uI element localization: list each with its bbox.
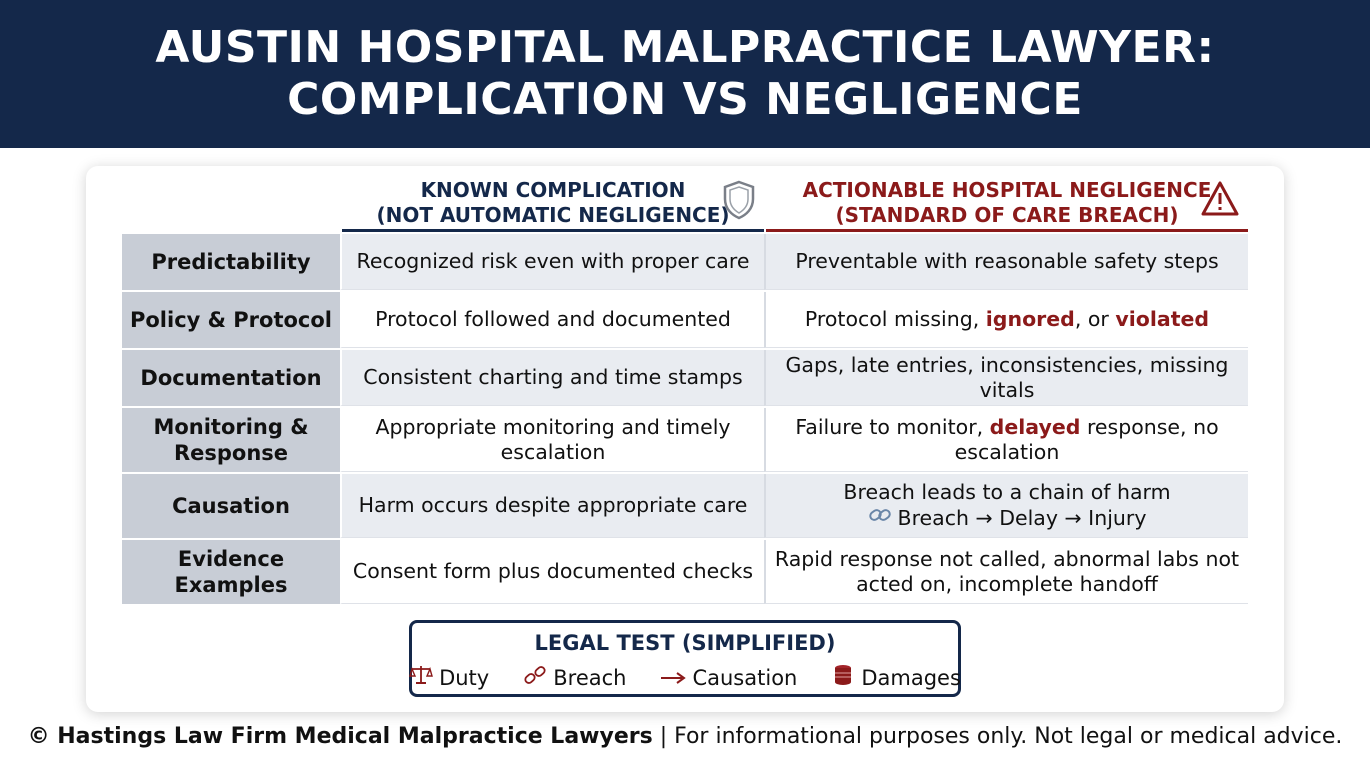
page-title-line-2: COMPLICATION VS NEGLIGENCE — [287, 74, 1083, 125]
footer — [0, 724, 1370, 749]
row-label: Policy & Protocol — [122, 292, 340, 348]
table-row — [122, 474, 1248, 538]
table-row — [122, 234, 1248, 290]
footer-brand: © Hastings Law Firm Medical Malpractice Lawyers — [27, 724, 653, 749]
legal-item-label: Causation — [692, 665, 798, 690]
legal-item-label: Duty — [439, 665, 490, 690]
highlight-violated: violated — [1115, 307, 1210, 331]
known-cell: Recognized risk even with proper care — [340, 234, 764, 290]
row-label: Documentation — [122, 350, 340, 406]
negligence-cell — [764, 474, 1248, 538]
known-cell: Protocol followed and documented — [340, 292, 764, 348]
shield-icon — [722, 180, 756, 226]
known-cell — [340, 408, 764, 472]
table-row — [122, 292, 1248, 348]
highlight-ignored: ignored — [985, 307, 1075, 331]
known-text-line: escalation — [500, 439, 606, 464]
negligence-cell: Preventable with reasonable safety steps — [764, 234, 1248, 290]
broken-chain-icon — [523, 664, 547, 691]
column-header-known-line-2: (NOT AUTOMATIC NEGLIGENCE) — [376, 202, 730, 227]
column-header-negligence-line-2: (STANDARD OF CARE BREACH) — [835, 202, 1179, 227]
negligence-cell — [764, 292, 1248, 348]
link-icon — [868, 505, 892, 531]
negligence-text-line — [868, 505, 1147, 531]
negligence-text: Protocol missing, — [804, 307, 986, 331]
negligence-text: response, no — [1080, 414, 1219, 439]
row-label: Predictability — [122, 234, 340, 290]
legal-test-items — [412, 663, 961, 692]
row-label-line: Evidence — [177, 547, 285, 571]
table-row — [122, 540, 1248, 604]
legal-item-causation — [660, 663, 797, 692]
page-header — [0, 0, 1370, 148]
legal-item-duty — [409, 663, 489, 692]
row-label-line: Examples — [174, 573, 288, 597]
negligence-cell — [764, 540, 1248, 604]
negligence-text-line: Rapid response not called, abnormal labs not — [774, 546, 1240, 571]
negligence-cell: Gaps, late entries, inconsistencies, missing vitals — [764, 350, 1248, 406]
row-label-line: Response — [173, 441, 289, 465]
known-text-line: Appropriate monitoring and timely — [375, 414, 731, 439]
column-header-negligence — [766, 176, 1248, 232]
negligence-cell — [764, 408, 1248, 472]
row-label-line: Monitoring & — [153, 415, 309, 439]
legal-item-label: Damages — [861, 665, 961, 690]
known-cell: Consistent charting and time stamps — [340, 350, 764, 406]
coins-icon — [831, 663, 855, 692]
negligence-text-line: escalation — [954, 439, 1060, 464]
column-header-known-line-1: KNOWN COMPLICATION — [420, 177, 686, 202]
arrow-right-icon — [660, 666, 686, 690]
warning-icon — [1200, 180, 1240, 224]
legal-test-title: LEGAL TEST (SIMPLIFIED) — [534, 631, 836, 655]
negligence-text-line: Breach leads to a chain of harm — [843, 480, 1171, 504]
known-cell: Consent form plus documented checks — [340, 540, 764, 604]
negligence-text-line — [795, 415, 1218, 440]
table-row — [122, 408, 1248, 472]
table-row — [122, 350, 1248, 406]
negligence-text: Failure to monitor, — [795, 414, 990, 439]
negligence-text-line: acted on, incomplete handoff — [856, 571, 1158, 596]
row-label: Causation — [122, 474, 340, 538]
legal-item-breach — [523, 663, 626, 692]
chain-text: Breach → Delay → Injury — [897, 505, 1147, 530]
column-header-known — [342, 176, 764, 232]
footer-disclaimer: | For informational purposes only. Not legal or medical advice. — [652, 724, 1343, 749]
row-label — [122, 540, 340, 604]
row-label — [122, 408, 340, 472]
scales-icon — [409, 664, 433, 691]
column-header-negligence-line-1: ACTIONABLE HOSPITAL NEGLIGENCE — [802, 177, 1212, 202]
page-title-line-1: AUSTIN HOSPITAL MALPRACTICE LAWYER: — [155, 22, 1215, 73]
legal-item-damages — [831, 663, 961, 692]
negligence-text: , or — [1074, 307, 1116, 331]
highlight-delayed: delayed — [989, 414, 1081, 439]
legal-item-label: Breach — [553, 665, 627, 690]
known-cell: Harm occurs despite appropriate care — [340, 474, 764, 538]
legal-test-box — [409, 620, 961, 697]
